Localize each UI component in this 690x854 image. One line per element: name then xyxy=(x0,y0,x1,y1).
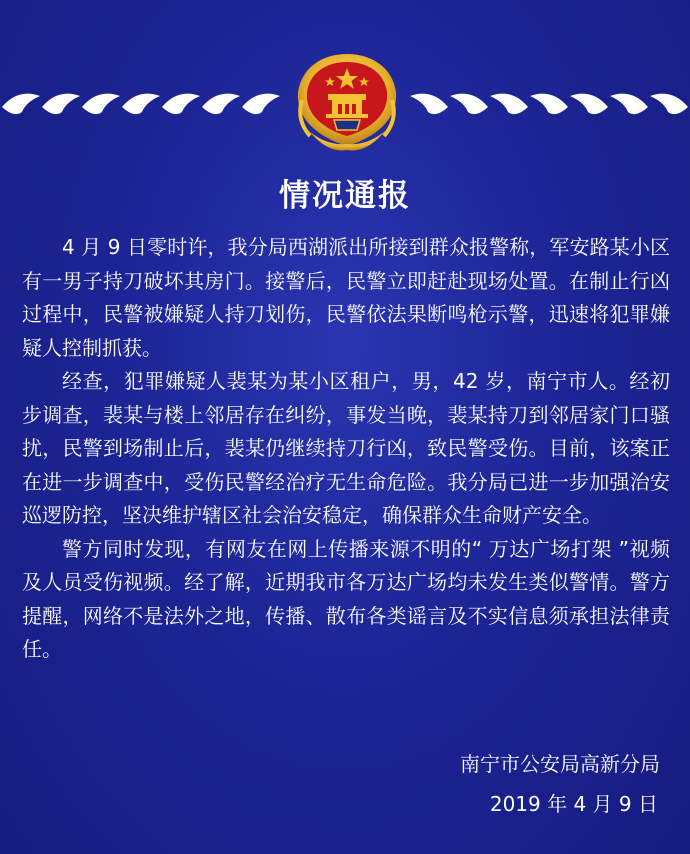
police-emblem-icon xyxy=(288,50,406,156)
paragraph: 4 月 9 日零时许，我分局西湖派出所接到群众报警称，军安路某小区有一男子持刀破坏其房门。接警后，民警立即赶赴现场处置。在制止行凶过程中，民警被嫌疑人持刀划伤，民警依法果断鸣枪示警，迅速将犯罪嫌疑人控制抓获。 xyxy=(22,235,670,360)
notice-body xyxy=(22,231,670,667)
paragraph: 经查，犯罪嫌疑人裴某为某小区租户，男，42 岁，南宁市人。经初步调查，裴某与楼上邻居存在纠纷，事发当晚，裴某持刀到邻居家门口骚扰，民警到场制止后，裴某仍继续持刀行凶，致民警受伤。目前，该案正在进一步调查中，受伤民警经治疗无生命危险。我分局已进一步加强治安巡逻防控，坚决维护辖区社会治安稳定，确保群众生命财产安全。 xyxy=(22,369,670,527)
issue-date: 2019 年 4 月 9 日 xyxy=(489,792,658,816)
page-title: 情况通报 xyxy=(279,178,411,214)
left-ribbon-wing-icon xyxy=(0,82,282,132)
issuing-organization: 南宁市公安局高新分局 xyxy=(460,752,660,776)
right-ribbon-wing-icon xyxy=(408,82,690,132)
paragraph: 警方同时发现，有网友在网上传播来源不明的“ 万达广场打架 ”视频及人员受伤视频。经了解，近期我市各万达广场均未发生类似警情。警方提醒，网络不是法外之地，传播、散布各类谣言及不实信息须承担法律责任。 xyxy=(22,536,670,661)
